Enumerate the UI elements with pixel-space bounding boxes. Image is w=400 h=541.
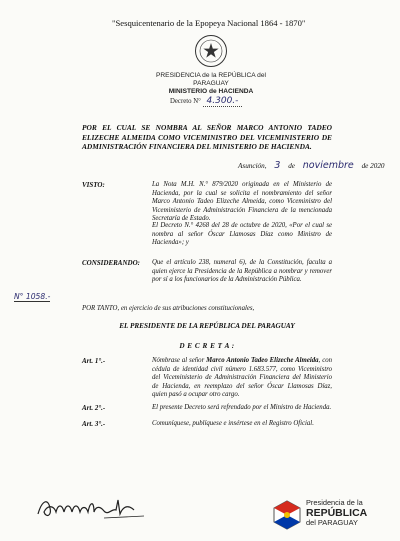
visto-paragraph-2: El Decreto N.° 4268 del 28 de octubre de 2020, «Por el cual se nombra al señor Óscar Llamosas Díaz como Ministro de Hacienda»; y: [152, 222, 332, 247]
margin-note: [14, 292, 50, 301]
article-1-post: , con cédula de identidad civil número 1.683.577, como Viceministro del Viceministerio de Administración Financiera del Ministerio de Hacienda, en reemplazo del señor Óscar Llamosas Díaz, quien pasó a ocupar otro cargo.: [152, 357, 333, 399]
decree-number: 4.300.-: [203, 96, 243, 107]
flag-emblem-icon: [272, 500, 302, 530]
visto-label: VISTO:: [82, 181, 105, 189]
motto-header: "Sesquicentenario de la Epopeya Nacional 1864 - 1870": [112, 18, 306, 28]
presidency-line: PRESIDENCIA de la REPÚBLICA del PARAGUAY: [156, 72, 266, 88]
considerando-text: Que el artículo 238, numeral 6), de la Constitución, faculta a quien ejerce la Presidencia de la República a nombrar y remover por sí a los funcionarios de la Administración Pública.: [152, 259, 332, 284]
logo-line-2: REPÚBLICA: [306, 507, 368, 519]
considerando-label: CONSIDERANDO:: [82, 259, 140, 267]
national-seal-icon: [194, 34, 228, 68]
article-2-label: Art. 2°.-: [82, 404, 106, 412]
por-tanto: POR TANTO, en ejercicio de sus atribuciones constitucionales,: [82, 305, 255, 312]
article-1-text: [152, 357, 332, 400]
article-1-label: Art. 1°.-: [82, 357, 106, 365]
article-3-text: Comuníquese, publíquese e insértese en el Registro Oficial.: [152, 420, 314, 427]
logo-line-3: del PARAGUAY: [306, 518, 358, 527]
institution-block: [146, 72, 276, 97]
decreta-heading: D E C R E T A :: [179, 342, 235, 350]
presidency-logo: [272, 498, 372, 532]
date-month: noviembre: [302, 160, 354, 171]
margin-note-text: N° 1058.-: [14, 292, 51, 301]
logo-line-1: Presidencia de la: [306, 498, 363, 507]
date-de: de: [288, 162, 295, 170]
decree-number-line: [170, 96, 242, 106]
date-year: de 2020: [361, 162, 385, 170]
date-line: [238, 160, 385, 171]
president-heading: EL PRESIDENTE DE LA REPÚBLICA DEL PARAGUAY: [119, 322, 295, 330]
article-3-label: Art. 3°.-: [82, 420, 106, 428]
decree-label: Decreto N°: [170, 98, 201, 105]
signature-icon: [34, 494, 184, 524]
decree-title: POR EL CUAL SE NOMBRA AL SEÑOR MARCO ANTONIO TADEO ELIZECHE ALMEIDA COMO VICEMINISTRO DEL VICEMINISTERIO DE ADMINISTRACIÓN FINANCIERA DEL MINISTERIO DE HACIENDA.: [82, 123, 332, 152]
date-city: Asunción,: [238, 162, 267, 170]
visto-paragraph-1: La Nota M.H. N.° 879/2020 originada en el Ministerio de Hacienda, por la cual se solicita el nombramiento del señor Marco Antonio Tadeo Elizeche Almeida, como Viceministro del Viceministerio de Administración Financiera de la mencionada Secretaría de Estado.: [152, 181, 332, 223]
date-day: 3: [274, 160, 281, 171]
ministry-line: MINISTERIO de HACIENDA: [168, 88, 254, 96]
article-1-name: Marco Antonio Tadeo Elizeche Almeida: [206, 357, 319, 364]
article-1-pre: Nómbrase al señor: [152, 357, 207, 364]
article-2-text: El presente Decreto será refrendado por el Ministro de Hacienda.: [152, 404, 332, 411]
